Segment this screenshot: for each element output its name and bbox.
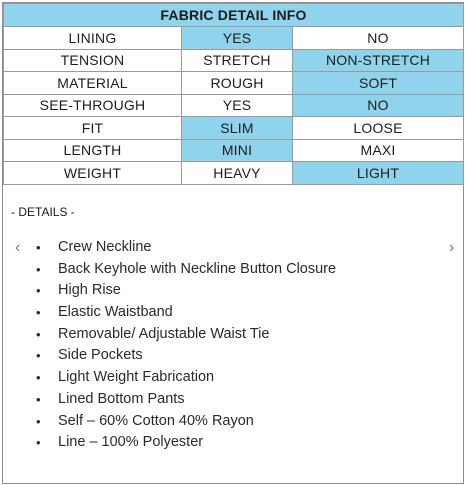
bullet-icon: • [36,305,41,321]
list-item-text: Line – 100% Polyester [58,434,204,451]
attribute-label: SEE-THROUGH [4,94,182,117]
details-list [33,237,336,454]
list-item [33,367,336,389]
attribute-label: MATERIAL [4,72,182,95]
table-title: FABRIC DETAIL INFO [4,4,464,27]
list-item-text: Crew Neckline [58,239,152,255]
list-item-text: Back Keyhole with Neckline Button Closure [58,260,337,277]
table-row [4,94,464,117]
bullet-icon: • [36,240,41,255]
attribute-option: MAXI [293,139,464,162]
bullet-icon: • [36,370,41,386]
details-heading: - DETAILS - [11,205,75,219]
bullet-icon: • [36,413,41,429]
table-row [4,162,464,185]
list-item-text: Elastic Waistband [58,304,173,321]
bullet-icon: • [36,348,41,364]
table-row [4,27,464,50]
bullet-icon: • [36,326,41,342]
attribute-option: LIGHT [293,162,464,185]
attribute-label: FIT [4,117,182,140]
attribute-option: ROUGH [182,72,293,95]
list-item [33,280,336,302]
attribute-label: TENSION [4,49,182,72]
attribute-label: LENGTH [4,139,182,162]
bullet-icon: • [36,283,41,299]
attribute-option: STRETCH [182,49,293,72]
table-row [4,139,464,162]
list-item [33,237,336,259]
attribute-option: NON-STRETCH [293,49,464,72]
attribute-option: YES [182,27,293,50]
attribute-option: SLIM [182,117,293,140]
attribute-option: MINI [182,139,293,162]
list-item-text: Side Pockets [58,347,143,364]
list-item-text: Lined Bottom Pants [58,390,185,407]
list-item [33,324,336,346]
fabric-detail-panel [2,2,464,484]
list-item-text: Self – 60% Cotton 40% Rayon [58,412,254,429]
list-item-text: Light Weight Fabrication [58,369,215,386]
attribute-label: LINING [4,27,182,50]
attribute-option: YES [182,94,293,117]
table-row [4,117,464,140]
attribute-option: HEAVY [182,162,293,185]
table-row [4,72,464,95]
list-item [33,345,336,367]
chevron-left-icon[interactable]: ‹ [15,239,21,256]
list-item-text: High Rise [58,282,121,299]
attribute-label: WEIGHT [4,162,182,185]
table-row [4,49,464,72]
list-item [33,259,336,281]
list-item [33,432,336,454]
bullet-icon: • [36,261,41,277]
list-item-text: Removable/ Adjustable Waist Tie [58,325,270,342]
attribute-option: SOFT [293,72,464,95]
bullet-icon: • [36,435,41,451]
chevron-right-icon[interactable]: › [449,239,455,256]
fabric-detail-table [3,3,464,185]
attribute-option: NO [293,27,464,50]
attribute-option: NO [293,94,464,117]
list-item [33,302,336,324]
bullet-icon: • [36,391,41,407]
attribute-option: LOOSE [293,117,464,140]
list-item [33,411,336,433]
list-item [33,389,336,411]
